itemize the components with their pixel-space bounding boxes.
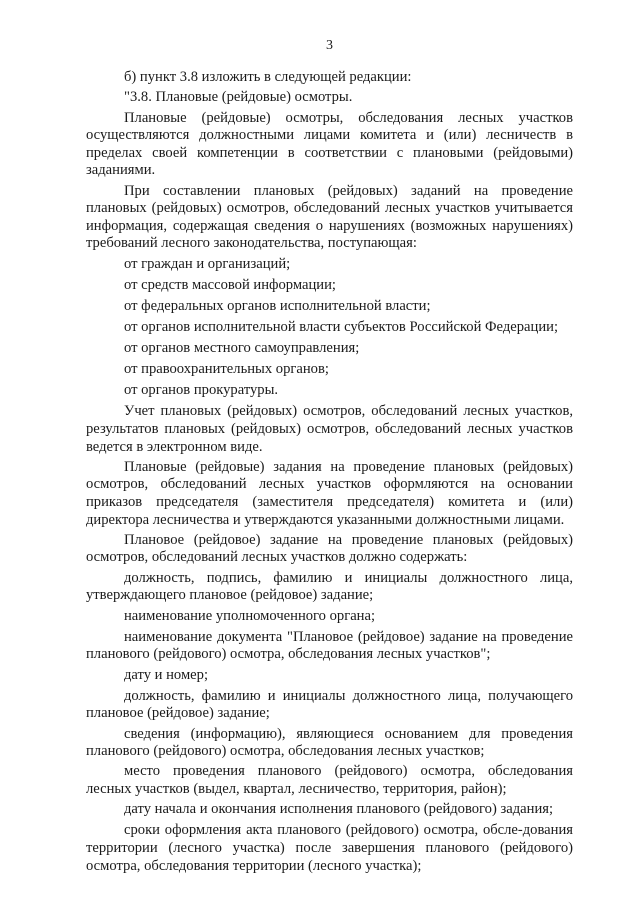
paragraph: Плановые (рейдовые) осмотры, обследования лесных участков осуществляются должностными лицами комитета и (или) лесничеств в пределах своей компетенции в соответствии с плановыми (рейдовыми) заданиями. [86, 109, 573, 179]
list-item: дату и номер; [124, 666, 209, 683]
list-item: от федеральных органов исполнительной власти; [124, 297, 431, 314]
page-number: 3 [326, 38, 333, 53]
list-item: должность, подпись, фамилию и инициалы должностного лица, утверждающего плановое (рейдовое) задание; [86, 569, 573, 604]
paragraph: Учет плановых (рейдовых) осмотров, обследований лесных участков, результатов плановых (рейдовых) осмотров, обследований лесных участков ведется в электронном виде. [86, 403, 573, 455]
list-item: сроки оформления акта планового (рейдового) осмотра, обсле-дования территории (лесного участка) после завершения планового (рейдового) осмотра, обследования территории (лесного участка); [86, 822, 573, 874]
list-item: от органов прокуратуры. [124, 382, 279, 399]
list-item: от правоохранительных органов; [124, 361, 329, 378]
list-item: наименование уполномоченного органа; [124, 607, 376, 624]
list-item: наименование документа "Плановое (рейдовое) задание на проведение планового (рейдового) осмотра, обследования лесных участков"; [86, 628, 573, 663]
list-item: от органов исполнительной власти субъектов Российской Федерации; [124, 318, 559, 335]
list-item: от средств массовой информации; [124, 276, 336, 293]
paragraph-section-heading: "3.8. Плановые (рейдовые) осмотры. [124, 89, 353, 106]
list-item: от органов местного самоуправления; [124, 340, 360, 357]
list-item: сведения (информацию), являющиеся основанием для проведения планового (рейдового) осмотра, обследования лесных участков; [86, 725, 573, 760]
list-item: от граждан и организаций; [124, 255, 291, 272]
list-item: место проведения планового (рейдового) осмотра, обследования лесных участков (выдел, квартал, лесничество, территория, район); [86, 763, 573, 798]
paragraph: Плановое (рейдовое) задание на проведение плановых (рейдовых) осмотров, обследований лесных участков должно содержать: [86, 531, 573, 566]
list-item: дату начала и окончания исполнения планового (рейдового) задания; [124, 801, 554, 818]
document-body [86, 69, 573, 878]
paragraph: Плановые (рейдовые) задания на проведение плановых (рейдовых) осмотров, обследований лесных участков оформляются на основании приказов председателя (заместителя председателя) комитета и (или) директора лесничества и утверждаются указанными должностными лицами. [86, 458, 573, 528]
paragraph-amendment-intro: б) пункт 3.8 изложить в следующей редакции: [124, 69, 412, 85]
list-item: должность, фамилию и инициалы должностного лица, получающего плановое (рейдовое) задание; [86, 687, 573, 722]
paragraph: При составлении плановых (рейдовых) заданий на проведение плановых (рейдовых) осмотров, обследований лесных участков учитывается информация, содержащая сведения о нарушениях (возможных нарушениях) требований лесного законодательства, поступающая: [86, 182, 573, 252]
